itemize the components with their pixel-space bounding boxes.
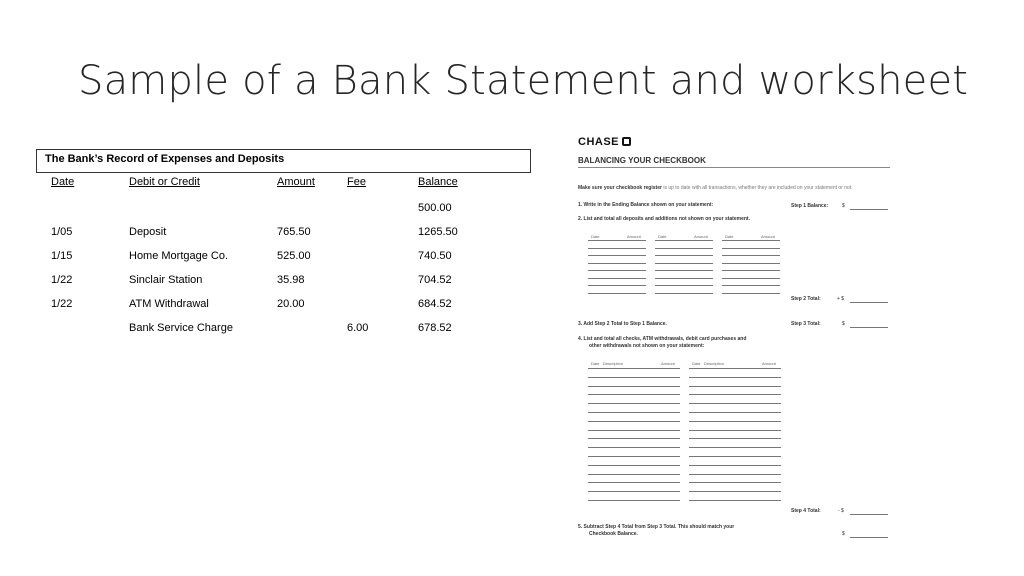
step-5-amount-line	[850, 537, 888, 538]
cell-balance: 1265.50	[418, 226, 458, 238]
withdrawal-col-desc-1: Description	[603, 361, 624, 366]
table-row	[36, 317, 531, 341]
bank-record-table	[36, 149, 531, 341]
table-row	[36, 245, 531, 269]
blank-entry-line	[689, 421, 781, 422]
table-row	[36, 293, 531, 317]
blank-entry-line	[689, 456, 781, 457]
cell-desc: Home Mortgage Co.	[129, 250, 229, 262]
blank-entry-line	[689, 482, 781, 483]
table-header: The Bank’s Record of Expenses and Deposits	[36, 149, 531, 173]
blank-entry-line	[689, 368, 781, 369]
blank-entry-line	[722, 285, 780, 286]
cell-amount: 525.00	[277, 250, 311, 262]
step-4-text-line2: other withdrawals not shown on your statement:	[589, 343, 705, 349]
blank-entry-line	[689, 386, 781, 387]
chase-logo	[578, 136, 631, 148]
cell-date: 1/15	[51, 250, 73, 262]
blank-entry-line	[689, 377, 781, 378]
deposit-col-date-2: Date	[658, 234, 667, 239]
cell-balance: 684.52	[418, 298, 452, 310]
step-5-dollar: $	[842, 531, 845, 537]
intro-text	[578, 185, 853, 191]
step-2-text: 2. List and total all deposits and additions not shown on your statement.	[578, 216, 750, 222]
step-2-plus-dollar: + $	[837, 296, 845, 302]
blank-entry-line	[588, 270, 646, 271]
blank-entry-line	[689, 474, 781, 475]
cell-amount: 35.98	[277, 274, 305, 286]
cell-amount: 20.00	[277, 298, 305, 310]
blank-entry-line	[722, 270, 780, 271]
intro-rest: is up to date with all transactions, whether they are included on your statement or not.	[661, 185, 853, 191]
deposit-col-date-3: Date	[725, 234, 734, 239]
blank-entry-line	[722, 293, 780, 294]
step-2-label: Step 2 Total:	[791, 296, 821, 302]
blank-entry-line	[588, 412, 680, 413]
blank-entry-line	[655, 278, 713, 279]
withdrawal-col-desc-2: Description	[704, 361, 725, 366]
cell-desc: Deposit	[129, 226, 167, 238]
step-2-amount-line	[850, 302, 888, 303]
step-3-dollar: $	[842, 321, 845, 327]
blank-entry-line	[588, 377, 680, 378]
blank-entry-line	[655, 248, 713, 249]
blank-entry-line	[588, 474, 680, 475]
blank-entry-line	[722, 248, 780, 249]
step-4-minus-dollar: - $	[838, 508, 844, 514]
blank-entry-line	[588, 255, 646, 256]
step-1-text: 1. Write in the Ending Balance shown on your statement:	[578, 202, 714, 208]
blank-entry-line	[689, 500, 781, 501]
table-row	[36, 197, 531, 221]
step-1-dollar: $	[842, 203, 845, 209]
step-5-text-line2: Checkbook Balance.	[589, 531, 638, 537]
deposit-col-amount-2: Amount	[694, 234, 708, 239]
blank-entry-line	[689, 491, 781, 492]
blank-entry-line	[655, 270, 713, 271]
blank-entry-line	[689, 447, 781, 448]
blank-entry-line	[689, 403, 781, 404]
table-row	[36, 221, 531, 245]
cell-balance: 740.50	[418, 250, 452, 262]
blank-entry-line	[655, 255, 713, 256]
blank-entry-line	[655, 240, 713, 241]
col-date: Date	[51, 176, 75, 188]
col-fee: Fee	[347, 176, 366, 188]
blank-entry-line	[588, 403, 680, 404]
cell-balance: 678.52	[418, 322, 452, 334]
blank-entry-line	[655, 293, 713, 294]
blank-entry-line	[588, 465, 680, 466]
step-4-label: Step 4 Total:	[791, 508, 821, 514]
blank-entry-line	[588, 430, 680, 431]
deposit-col-date-1: Date	[591, 234, 600, 239]
step-5-text-line1: 5. Subtract Step 4 Total from Step 3 Total. This should match your	[578, 524, 735, 530]
blank-entry-line	[588, 293, 646, 294]
slide-title: Sample of a Bank Statement and worksheet	[78, 58, 969, 104]
withdrawal-col-amount-1: Amount	[661, 361, 675, 366]
cell-desc: Bank Service Charge	[129, 322, 233, 334]
table-row	[36, 269, 531, 293]
cell-date: 1/05	[51, 226, 73, 238]
title-divider	[578, 167, 890, 168]
col-amount: Amount	[277, 176, 315, 188]
chase-logo-text: CHASE	[578, 136, 620, 148]
blank-entry-line	[588, 482, 680, 483]
blank-entry-line	[722, 255, 780, 256]
blank-entry-line	[588, 263, 646, 264]
step-3-text: 3. Add Step 2 Total to Step 1 Balance.	[578, 321, 667, 327]
step-1-amount-line	[850, 209, 888, 210]
blank-entry-line	[655, 263, 713, 264]
blank-entry-line	[588, 278, 646, 279]
checkbook-worksheet	[570, 130, 900, 540]
step-4-text-line1: 4. List and total all checks, ATM withdrawals, debit card purchases and	[578, 336, 747, 342]
step-4-amount-line	[850, 514, 888, 515]
chase-octagon-icon	[622, 137, 631, 146]
blank-entry-line	[588, 421, 680, 422]
cell-fee: 6.00	[347, 322, 369, 334]
col-debit-credit: Debit or Credit	[129, 176, 200, 188]
deposit-col-amount-3: Amount	[761, 234, 775, 239]
col-balance: Balance	[418, 176, 458, 188]
cell-date: 1/22	[51, 274, 73, 286]
cell-desc: ATM Withdrawal	[129, 298, 209, 310]
deposit-col-amount-1: Amount	[627, 234, 641, 239]
withdrawal-col-date-1: Date	[591, 361, 600, 366]
blank-entry-line	[722, 263, 780, 264]
cell-amount: 765.50	[277, 226, 311, 238]
column-headers	[36, 173, 531, 197]
blank-entry-line	[722, 278, 780, 279]
blank-entry-line	[588, 394, 680, 395]
blank-entry-line	[588, 491, 680, 492]
step-3-label: Step 3 Total:	[791, 321, 821, 327]
blank-entry-line	[588, 285, 646, 286]
blank-entry-line	[689, 412, 781, 413]
step-1-label: Step 1 Balance:	[791, 203, 829, 209]
blank-entry-line	[655, 285, 713, 286]
blank-entry-line	[722, 240, 780, 241]
blank-entry-line	[588, 500, 680, 501]
blank-entry-line	[689, 465, 781, 466]
blank-entry-line	[588, 240, 646, 241]
blank-entry-line	[689, 430, 781, 431]
blank-entry-line	[689, 394, 781, 395]
blank-entry-line	[588, 447, 680, 448]
blank-entry-line	[588, 456, 680, 457]
withdrawal-col-amount-2: Amount	[762, 361, 776, 366]
cell-desc: Sinclair Station	[129, 274, 203, 286]
withdrawal-col-date-2: Date	[692, 361, 701, 366]
intro-bold: Make sure your checkbook register	[578, 185, 662, 191]
blank-entry-line	[588, 248, 646, 249]
cell-balance: 500.00	[418, 202, 452, 214]
blank-entry-line	[588, 386, 680, 387]
step-3-amount-line	[850, 327, 888, 328]
cell-date: 1/22	[51, 298, 73, 310]
cell-balance: 704.52	[418, 274, 452, 286]
blank-entry-line	[588, 438, 680, 439]
blank-entry-line	[588, 368, 680, 369]
worksheet-title: BALANCING YOUR CHECKBOOK	[578, 156, 706, 165]
blank-entry-line	[689, 438, 781, 439]
